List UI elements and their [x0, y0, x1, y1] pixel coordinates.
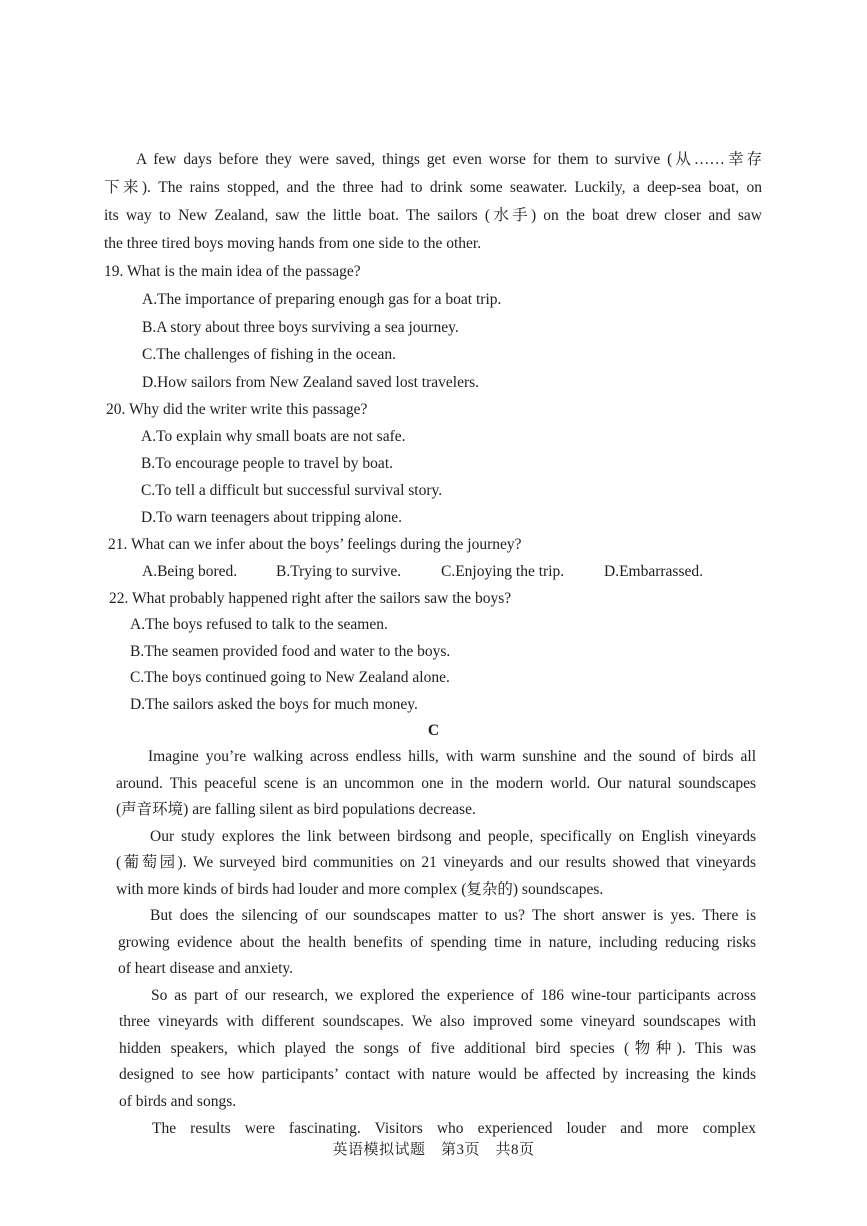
- option-b: B.To encourage people to travel by boat.: [141, 455, 393, 472]
- option-a: A.The importance of preparing enough gas for a boat trip.: [142, 291, 502, 308]
- question-stem: 19. What is the main idea of the passage?: [104, 263, 361, 280]
- passage-line: three vineyards with different soundscapes. We also improved some vineyard soundscapes with: [119, 1013, 756, 1030]
- passage-line: hidden speakers, which played the songs of five additional bird species (物种). This was: [119, 1040, 756, 1057]
- option-c: C.Enjoying the trip.: [441, 563, 565, 580]
- option-a: A.Being bored.: [142, 563, 238, 580]
- passage-line: But does the silencing of our soundscapes matter to us? The short answer is yes. There is: [150, 907, 756, 924]
- passage-line: 下来). The rains stopped, and the three had to drink some seawater. Luckily, a deep-sea boat, on: [104, 179, 762, 196]
- passage-line: of birds and songs.: [119, 1093, 237, 1110]
- option-c: C.The boys continued going to New Zealand alone.: [130, 669, 450, 686]
- passage-line: growing evidence about the health benefits of spending time in nature, including reducing risks: [118, 934, 756, 951]
- option-d: D.The sailors asked the boys for much money.: [130, 696, 418, 713]
- passage-line: Imagine you’re walking across endless hills, with warm sunshine and the sound of birds all: [148, 748, 756, 765]
- passage-line: (葡萄园). We surveyed bird communities on 21 vineyards and our results showed that vineyards: [116, 854, 756, 871]
- option-b: B.A story about three boys surviving a sea journey.: [142, 319, 459, 336]
- passage-line: designed to see how participants’ contact with nature would be affected by increasing the kinds: [119, 1066, 756, 1083]
- option-c: C.The challenges of fishing in the ocean.: [142, 346, 396, 363]
- option-a: A.To explain why small boats are not safe.: [141, 428, 406, 445]
- passage-line: of heart disease and anxiety.: [118, 960, 294, 977]
- passage-line: its way to New Zealand, saw the little boat. The sailors (水手) on the boat drew closer and saw: [104, 207, 762, 224]
- passage-line: A few days before they were saved, things get even worse for them to survive (从……幸存: [136, 151, 762, 168]
- passage-line: (声音环境) are falling silent as bird populations decrease.: [116, 801, 476, 818]
- passage-line: the three tired boys moving hands from one side to the other.: [104, 235, 482, 252]
- option-a: A.The boys refused to talk to the seamen.: [130, 616, 388, 633]
- passage-line: Our study explores the link between birdsong and people, specifically on English vineyards: [150, 828, 756, 845]
- passage-line: The results were fascinating. Visitors who experienced louder and more complex: [152, 1120, 756, 1137]
- question-stem: 22. What probably happened right after the sailors saw the boys?: [109, 590, 512, 607]
- option-c: C.To tell a difficult but successful survival story.: [141, 482, 443, 499]
- option-b: B.Trying to survive.: [276, 563, 402, 580]
- option-d: D.To warn teenagers about tripping alone.: [141, 509, 403, 526]
- passage-line: with more kinds of birds had louder and more complex (复杂的) soundscapes.: [116, 881, 604, 898]
- option-d: D.Embarrassed.: [604, 563, 703, 580]
- option-row: [0, 562, 867, 582]
- option-b: B.The seamen provided food and water to the boys.: [130, 643, 451, 660]
- question-stem: 20. Why did the writer write this passage?: [106, 401, 368, 418]
- option-d: D.How sailors from New Zealand saved lost travelers.: [142, 374, 480, 391]
- page-footer: 英语模拟试题 第3页 共8页: [332, 1142, 535, 1158]
- passage-line: around. This peaceful scene is an uncommon one in the modern world. Our natural soundscapes: [116, 775, 756, 792]
- question-stem: 21. What can we infer about the boys’ feelings during the journey?: [108, 536, 522, 553]
- passage-line: So as part of our research, we explored the experience of 186 wine-tour participants across: [151, 987, 756, 1004]
- section-heading: C: [427, 722, 440, 739]
